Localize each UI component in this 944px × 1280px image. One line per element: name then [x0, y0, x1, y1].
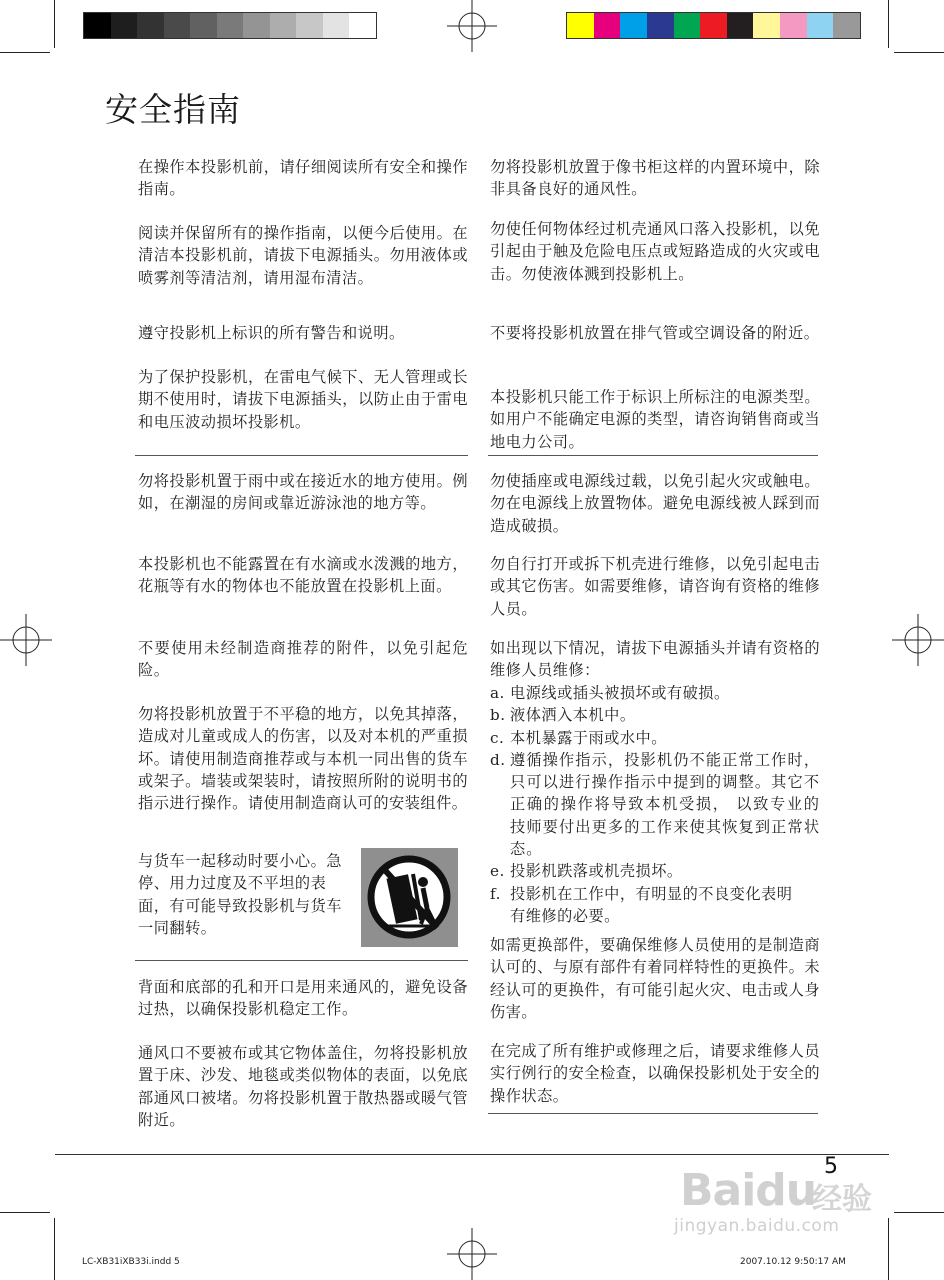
- left-paragraph-4: 为了保护投影机，在雷电气候下、无人管理或长期不使用时，请拔下电源插头，以防止由于雷电和电压波动损坏投影机。: [138, 368, 468, 431]
- left-block-5: [138, 470, 468, 515]
- right-paragraph-9: 在完成了所有维护或修理之后，请要求维修人员实行例行的安全检查，以确保投影机处于安全的操作状态。: [490, 1042, 820, 1105]
- footer-filename: LC-XB31iXB33i.indd 5: [82, 1257, 180, 1267]
- right-paragraph-1: 勿将投影机放置于像书柜这样的内置环境中，除非具备良好的通风性。: [490, 158, 820, 199]
- left-paragraph-1: 在操作本投影机前，请仔细阅读所有安全和操作指南。: [138, 158, 468, 199]
- list-item: [490, 860, 820, 882]
- right-paragraph-8: 如需更换部件，要确保维修人员使用的是制造商认可的、与原有部件有着同样特性的更换件。未经认可的更换件，有可能引起火灾、电击或人身伤害。: [490, 936, 820, 1021]
- left-block-11: [138, 1042, 468, 1131]
- page-title: 安全指南: [105, 90, 241, 129]
- list-item: [490, 682, 820, 704]
- crop-mark-bottom-left-h: [0, 1212, 50, 1213]
- left-block-2: [138, 222, 468, 289]
- right-block-8: [490, 934, 820, 1023]
- right-paragraph-5: 勿使插座或电源线过载，以免引起火灾或触电。勿在电源线上放置物体。避免电源线被人踩到而造成破损。: [490, 472, 820, 535]
- list-item: [490, 704, 820, 726]
- list-item-tag: b.: [490, 706, 506, 725]
- left-divider-1: [135, 455, 468, 456]
- left-block-7: [138, 637, 468, 682]
- list-item-text: 液体洒入本机中。: [510, 706, 636, 725]
- list-item-tag: a.: [490, 684, 505, 702]
- list-item: [490, 727, 820, 749]
- list-item-tag: c.: [490, 728, 505, 747]
- list-item-text: 电源线或插头被损坏或有破损。: [510, 684, 730, 702]
- left-divider-2: [135, 960, 468, 961]
- left-block-10: [138, 976, 468, 1021]
- right-paragraph-6: 勿自行打开或拆下机壳进行维修，以免引起电击或其它伤害。如需要维修，请咨询有资格的维修人员。: [490, 555, 820, 618]
- left-paragraph-3: 遵守投影机上标识的所有警告和说明。: [138, 324, 405, 342]
- watermark-suffix: 经验: [812, 1182, 872, 1217]
- list-item-tag: d.: [490, 750, 506, 769]
- left-paragraph-2: 阅读并保留所有的操作指南，以便今后使用。在清洁本投影机前，请拔下电源插头。勿用液体或喷雾剂等清洁剂，请用湿布清洁。: [138, 224, 468, 287]
- crop-mark-bottom-left-v: [54, 1218, 55, 1280]
- crop-mark-top-left-h: [0, 52, 50, 53]
- right-block-4: [490, 386, 820, 453]
- service-conditions-list: [490, 682, 820, 927]
- crop-mark-top-right-h: [894, 52, 944, 53]
- right-block-2: [490, 218, 820, 285]
- grayscale-calibration-bar: [83, 12, 377, 39]
- left-block-8: [138, 703, 468, 814]
- list-item-tag: e.: [490, 862, 505, 881]
- watermark-url: jingyan.baidu.com: [674, 1216, 840, 1236]
- left-paragraph-5: 勿将投影机置于雨中或在接近水的地方使用。例如，在潮湿的房间或靠近游泳池的地方等。: [138, 472, 468, 513]
- list-item-text: 投影机跌落或机壳损坏。: [510, 862, 683, 881]
- footer-rule: [55, 1154, 889, 1155]
- registration-mark-right-icon: [892, 614, 944, 666]
- cart-warning-image: [361, 848, 458, 947]
- right-divider-2: [488, 1113, 818, 1114]
- cart-tip-over-warning-icon: [361, 848, 458, 947]
- right-paragraph-3: 不要将投影机放置在排气管或空调设备的附近。: [490, 324, 820, 342]
- right-block-1: [490, 156, 820, 201]
- list-item-text: 本机暴露于雨或水中。: [510, 728, 667, 747]
- crop-mark-top-right-v: [888, 0, 889, 48]
- right-block-7: [490, 637, 820, 682]
- page-number: 5: [824, 1154, 838, 1179]
- right-paragraph-7: 如出现以下情况，请拔下电源插头并请有资格的维修人员维修：: [490, 639, 820, 680]
- right-divider-1: [488, 455, 818, 456]
- right-paragraph-4: 本投影机只能工作于标识上所标注的电源类型。如用户不能确定电源的类型，请咨询销售商或当地电力公司。: [490, 388, 820, 451]
- registration-mark-bottom-icon: [447, 1228, 497, 1280]
- registration-mark-left-icon: [0, 614, 52, 666]
- left-paragraph-8: 勿将投影机放置于不平稳的地方，以免其掉落，造成对儿童或成人的伤害，以及对本机的严重损坏。请使用制造商推荐或与本机一同出售的货车或架子。墙装或架装时，请按照所附的说明书的指示进行操作。请使用制造商认可的安装组件。: [138, 705, 468, 813]
- left-paragraph-9: 与货车一起移动时要小心。急停、用力过度及不平坦的表面，有可能导致投影机与货车一同翻转。: [138, 852, 342, 937]
- left-paragraph-10: 背面和底部的孔和开口是用来通风的，避免设备过热，以确保投影机稳定工作。: [138, 978, 468, 1019]
- footer-timestamp: 2007.10.12 9:50:17 AM: [740, 1257, 846, 1267]
- right-paragraph-2: 勿使任何物体经过机壳通风口落入投影机，以免引起由于触及危险电压点或短路造成的火灾或电击。勿使液体溅到投影机上。: [490, 220, 820, 283]
- left-block-9: [138, 850, 356, 939]
- list-item-tag: f.: [490, 884, 501, 903]
- left-paragraph-6: 本投影机也不能露置在有水滴或水泼溅的地方，花瓶等有水的物体也不能放置在投影机上面。: [138, 555, 468, 596]
- list-item: [490, 883, 802, 928]
- baidu-jingyan-watermark: [672, 1160, 912, 1240]
- left-block-1: [138, 156, 468, 201]
- list-item: [490, 749, 820, 860]
- left-block-6: [138, 553, 468, 598]
- left-block-3: [138, 322, 468, 344]
- left-block-4: [138, 366, 468, 433]
- list-item-text: 投影机在工作中，有明显的不良变化表明有维修的必要。: [510, 884, 793, 925]
- color-calibration-bar: [566, 12, 861, 39]
- left-paragraph-11: 通风口不要被布或其它物体盖住，勿将投影机放置于床、沙发、地毯或类似物体的表面，以免底部通风口被堵。勿将投影机置于散热器或暖气管附近。: [138, 1044, 468, 1129]
- registration-mark-top-icon: [447, 0, 497, 52]
- list-item-text: 遵循操作指示，投影机仍不能正常工作时，只可以进行操作指示中提到的调整。其它不正确的操作将导致本机受损， 以致专业的技师要付出更多的工作来使其恢复到正常状态。: [510, 750, 820, 859]
- right-block-6: [490, 553, 820, 620]
- left-paragraph-7: 不要使用未经制造商推荐的附件，以免引起危险。: [138, 639, 468, 680]
- watermark-brand: Baidu: [680, 1165, 817, 1216]
- crop-mark-top-left-v: [54, 0, 55, 48]
- right-block-5: [490, 470, 820, 537]
- right-block-9: [490, 1040, 820, 1107]
- right-block-3: [490, 322, 820, 344]
